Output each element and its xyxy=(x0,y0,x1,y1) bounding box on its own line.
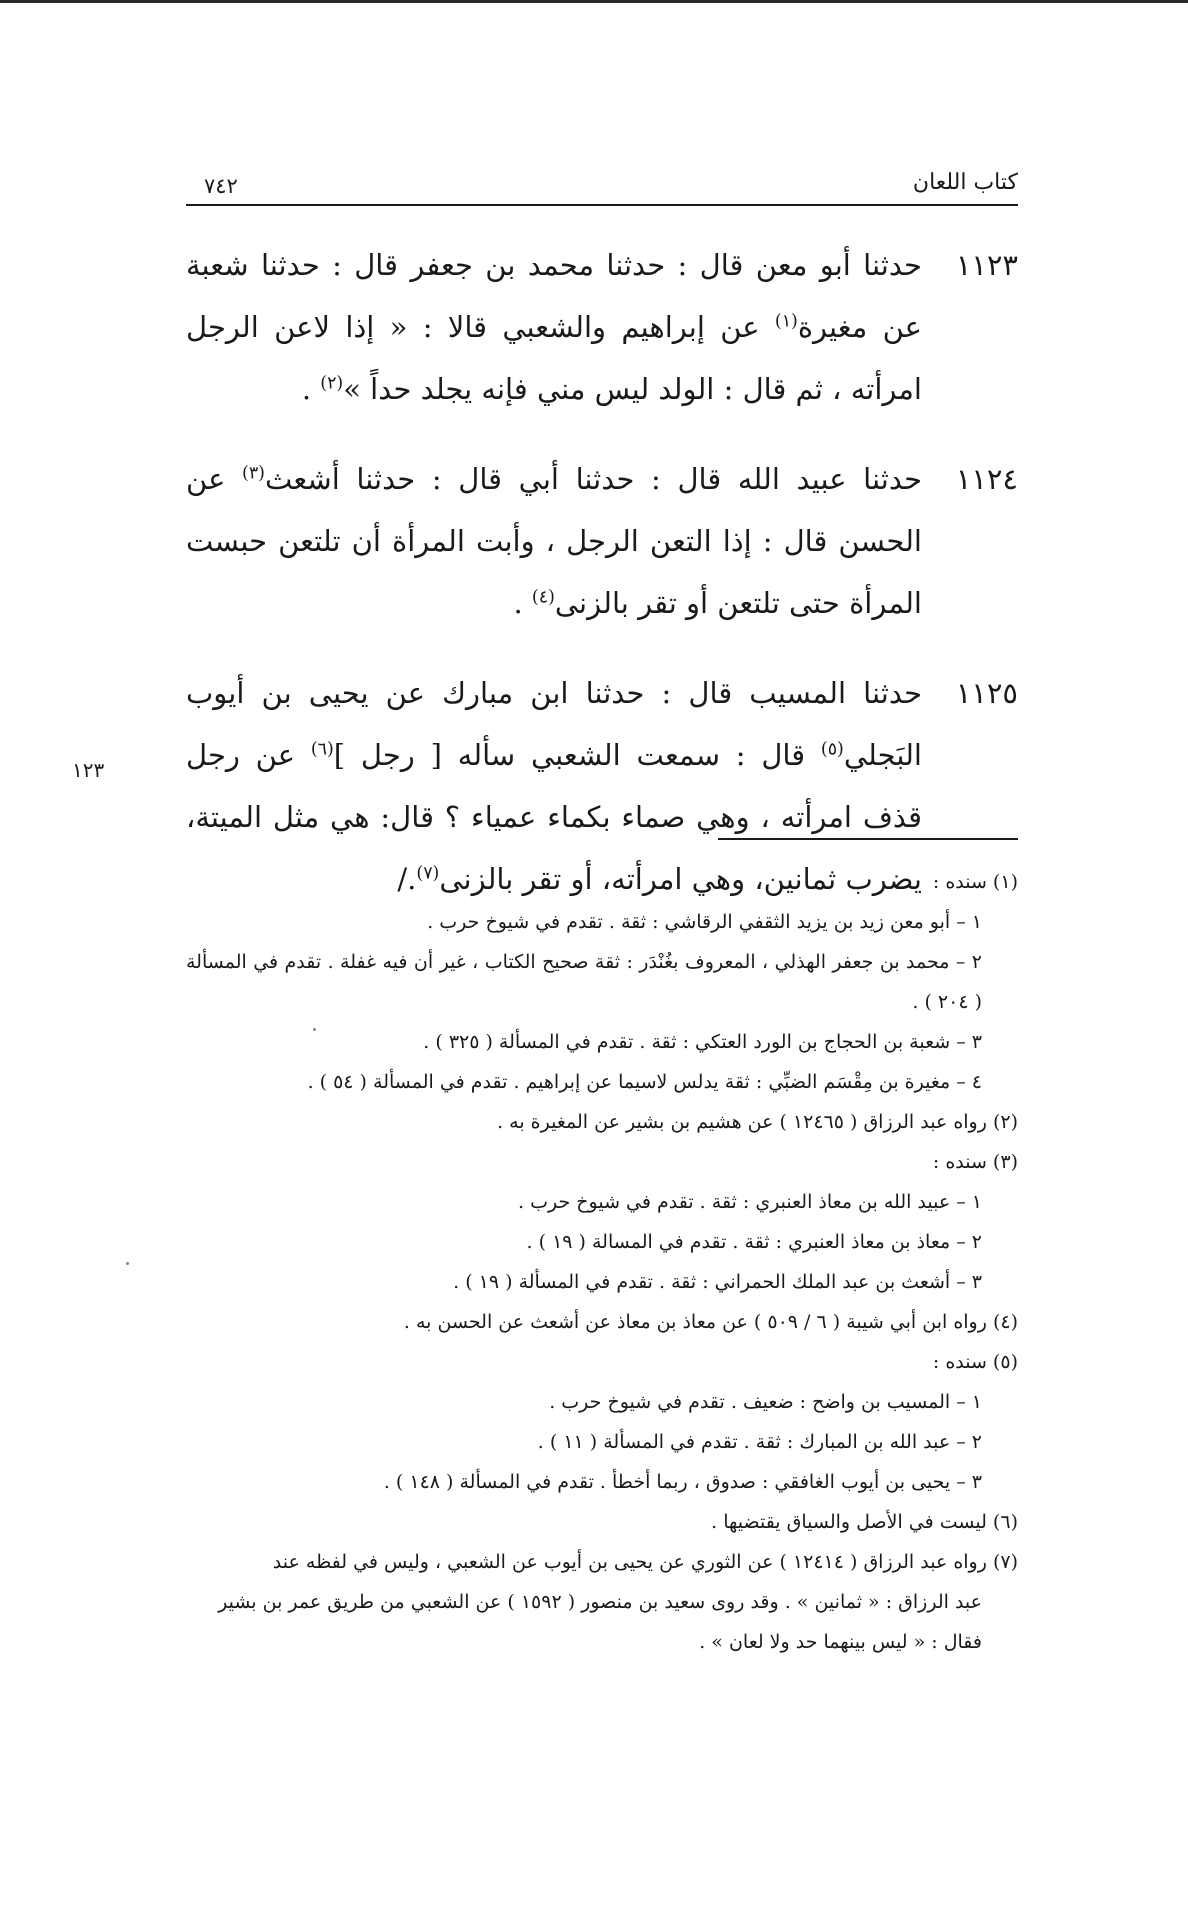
footnote-3-item: ٣ – أشعث بن عبد الملك الحمراني : ثقة . تقدم في المسألة ( ١٩ ) . xyxy=(453,1271,982,1293)
footnote-6: (٦) ليست في الأصل والسياق يقتضيها . xyxy=(711,1511,1018,1533)
footnotes xyxy=(186,862,1018,1662)
book-title: كتاب اللعان xyxy=(912,170,1018,195)
hadith-number: ١١٢٥ xyxy=(955,676,1018,710)
footnote-ref[interactable]: (٣) xyxy=(242,463,265,484)
page-top-edge xyxy=(0,0,1188,3)
footnote-ref[interactable]: (٤) xyxy=(531,587,555,608)
footnote-3-heading: (٣) سنده : xyxy=(932,1151,1018,1173)
footnote-5-item: ٣ – يحيى بن أيوب الغافقي : صدوق ، ربما أخطأ . تقدم في المسألة ( ١٤٨ ) . xyxy=(383,1471,982,1493)
hadith-1124 xyxy=(186,448,1018,634)
footnote-2: (٢) رواه عبد الرزاق ( ١٢٤٦٥ ) عن هشيم بن بشير عن المغيرة به . xyxy=(497,1111,1018,1133)
scan-speck xyxy=(126,1262,129,1265)
footnote-ref[interactable]: (٧) xyxy=(416,863,440,884)
book-page xyxy=(186,160,1018,910)
footnote-5-item: ٢ – عبد الله بن المبارك : ثقة . تقدم في المسألة ( ١١ ) . xyxy=(537,1431,982,1453)
footnote-ref[interactable]: (١) xyxy=(774,311,798,332)
footnote-4: (٤) رواه ابن أبي شيبة ( ٦ / ٥٠٩ ) عن معاذ بن معاذ عن أشعث عن الحسن به . xyxy=(403,1311,1018,1333)
footnote-ref[interactable]: (٦) xyxy=(310,739,334,760)
running-header xyxy=(186,160,1018,204)
footnote-3-item: ٢ – معاذ بن معاذ العنبري : ثقة . تقدم في المسالة ( ١٩ ) . xyxy=(526,1231,982,1253)
scan-speck xyxy=(313,1028,316,1031)
hadith-text: حدثنا أبو معن قال : حدثنا محمد بن جعفر قال : حدثنا شعبة عن مغيرة$^{(١)}$ عن إبراهيم والشعبي قالا : « إذا لاعن الرجل امرأته ، ثم قال : الولد ليس مني فإنه يجلد حداً »$^{(٢)}$ . xyxy=(186,248,922,406)
footnote-5-item: ١ – المسيب بن واضح : ضعيف . تقدم في شيوخ حرب . xyxy=(549,1391,982,1413)
hadith-number: ١١٢٣ xyxy=(955,248,1018,282)
footnote-ref[interactable]: (٢) xyxy=(320,373,344,394)
footnote-7-line: عبد الرزاق : « ثمانين » . وقد روى سعيد بن منصور ( ١٥٩٢ ) عن الشعبي من طريق عمر بن بشير xyxy=(218,1591,982,1613)
hadith-1123 xyxy=(186,234,1018,420)
footnote-1-item: ١ – أبو معن زيد بن يزيد الثقفي الرقاشي : ثقة . تقدم في شيوخ حرب . xyxy=(427,911,982,933)
manuscript-folio-number: ١٢٣ xyxy=(72,758,105,782)
hadith-number: ١١٢٤ xyxy=(955,462,1018,496)
footnote-7-line: فقال : « ليس بينهما حد ولا لعان » . xyxy=(699,1631,982,1653)
footnote-3-item: ١ – عبيد الله بن معاذ العنبري : ثقة . تقدم في شيوخ حرب . xyxy=(518,1191,982,1213)
footnote-separator xyxy=(718,838,1018,840)
footnote-7-line: (٧) رواه عبد الرزاق ( ١٢٤١٤ ) عن الثوري عن يحيى بن أيوب عن الشعبي ، وليس في لفظه عند xyxy=(272,1551,1018,1573)
hadith-text: حدثنا المسيب قال : حدثنا ابن مبارك عن يحيى بن أيوب البَجلي$^{(٥)}$ قال : سمعت الشعبي سأله [ رجل ]$^{(٦)}$ عن رجل قذف امرأته ، وهي صماء بكماء عمياء ؟ قال: هي مثل الميتة، يضرب ثمانين، وهي امرأته، أو تقر بالزنى$^{(٧)}$./ xyxy=(186,676,922,896)
hadith-text: حدثنا عبيد الله قال : حدثنا أبي قال : حدثنا أشعث$^{(٣)}$ عن الحسن قال : إذا التعن الرجل ، وأبت المرأة أن تلتعن حبست المرأة حتى تلتعن أو تقر بالزنى$^{(٤)}$ . xyxy=(186,462,922,620)
footnote-1-item: ٢ – محمد بن جعفر الهذلي ، المعروف بغُنْدَر : ثقة صحيح الكتاب ، غير أن فيه غفلة . تقدم في المسألة ( ٢٠٤ ) . xyxy=(186,951,982,1013)
footnote-1-item: ٤ – مغيرة بن مِقْسَم الضبِّي : ثقة يدلس لاسيما عن إبراهيم . تقدم في المسألة ( ٥٤ ) . xyxy=(307,1071,982,1093)
header-rule xyxy=(186,204,1018,206)
page-number: ٧٤٢ xyxy=(204,174,238,198)
footnote-ref[interactable]: (٥) xyxy=(820,739,844,760)
footnote-1-heading: (١) سنده : xyxy=(932,871,1018,893)
footnote-5-heading: (٥) سنده : xyxy=(932,1351,1018,1373)
footnote-1-item: ٣ – شعبة بن الحجاج بن الورد العتكي : ثقة . تقدم في المسألة ( ٣٢٥ ) . xyxy=(423,1031,982,1053)
